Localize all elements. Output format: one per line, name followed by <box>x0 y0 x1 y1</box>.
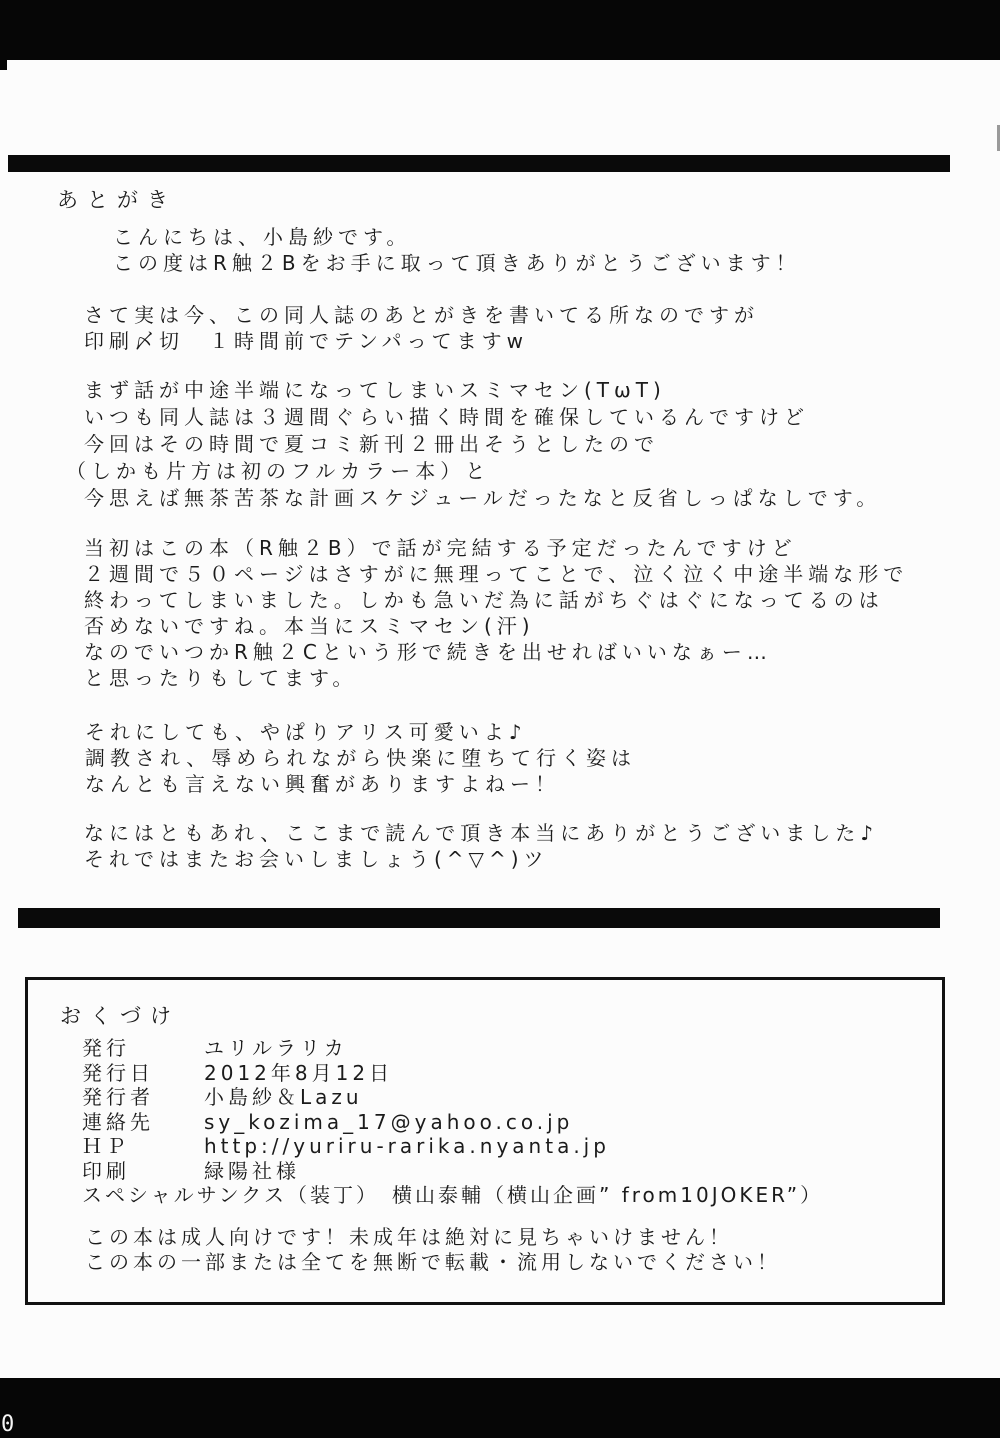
special-thanks-line: スペシャルサンクス（装丁） 横山泰輔（横山企画” from10JOKER”） <box>82 1183 824 1207</box>
text-line: 当初はこの本（R触２B）で話が完結する予定だったんですけど <box>84 536 797 560</box>
text-line: と思ったりもしてます。 <box>84 666 358 690</box>
colophon-box <box>25 977 945 1305</box>
colophon-row <box>82 1036 610 1061</box>
text-line: まず話が中途半端になってしまいスミマセン(TωT) <box>84 378 666 402</box>
notice-line: この本は成人向けです！未成年は絶対に見ちゃいけません！ <box>85 1225 733 1249</box>
colophon-row-label: ＨＰ <box>82 1134 130 1158</box>
colophon-row <box>82 1061 610 1086</box>
text-line: いつも同人誌は３週間ぐらい描く時間を確保しているんですけど <box>84 405 809 429</box>
colophon-row-value: http://yuriru-rarika.nyanta.jp <box>204 1134 610 1158</box>
text-line: さて実は今、この同人誌のあとがきを書いてる所なのですが <box>84 303 759 327</box>
afterword-paragraph <box>85 719 636 797</box>
notice-line: この本の一部または全てを無断で転載・流用しないでください！ <box>85 1250 781 1274</box>
colophon-row-value: 2012年8月12日 <box>204 1060 394 1085</box>
colophon-row <box>82 1110 610 1135</box>
divider-bar-upper <box>8 155 950 172</box>
colophon-row-value: 小島紗＆Lazu <box>204 1085 363 1109</box>
afterword-paragraph <box>84 302 759 354</box>
text-line: 否めないですね。本当にスミマセン(汗) <box>84 614 535 638</box>
text-line: なんとも言えない興奮がありますよねー！ <box>85 772 560 796</box>
colophon-row <box>82 1134 610 1159</box>
colophon-notices <box>85 1225 781 1275</box>
colophon-row-label: 連絡先 <box>82 1109 154 1134</box>
afterword-paragraph <box>84 820 878 872</box>
text-line: それにしても、やぱりアリス可愛いよ♪ <box>85 720 527 744</box>
text-line: 今思えば無茶苦茶な計画スケジュールだったなと反省しっぱなしです。 <box>84 486 882 510</box>
text-line: それではまたお会いしましょう(^▽^)ツ <box>84 847 549 871</box>
bottom-black-bar <box>0 1378 1000 1438</box>
colophon-title: おくづけ <box>60 1004 180 1028</box>
text-line: なにはともあれ、ここまで読んで頂き本当にありがとうございました♪ <box>84 821 878 845</box>
afterword-paragraph <box>84 535 908 691</box>
colophon-rows <box>82 1036 610 1183</box>
text-line: こんにちは、小島紗です。 <box>113 225 412 249</box>
colophon-row-value: sy_kozima_17@yahoo.co.jp <box>204 1109 574 1134</box>
page-number: 0 <box>1 1412 15 1437</box>
afterword-title: あとがき <box>57 188 177 212</box>
colophon-row-label: 発行 <box>82 1036 130 1060</box>
text-line: 印刷〆切 １時間前でテンパってますw <box>84 329 528 353</box>
afterword-paragraph <box>66 377 882 512</box>
top-bar-left-nub <box>0 58 7 70</box>
colophon-row-label: 印刷 <box>82 1158 130 1183</box>
text-line: （しかも片方は初のフルカラー本）と <box>66 459 491 483</box>
text-line: ２週間で５０ページはさすがに無理ってことで、泣く泣く中途半端な形で <box>84 562 909 586</box>
colophon-row-label: 発行日 <box>82 1060 154 1085</box>
text-line: なのでいつかR触２Cという形で続きを出せればいいなぁー… <box>84 640 772 664</box>
colophon-row-value: ユリルラリカ <box>204 1036 348 1060</box>
top-black-bar <box>0 0 1000 60</box>
colophon-row <box>82 1085 610 1110</box>
text-line: 今回はその時間で夏コミ新刊２冊出そうとしたので <box>84 432 659 456</box>
colophon-row-value: 緑陽社様 <box>204 1158 300 1183</box>
divider-bar-lower <box>18 908 940 928</box>
afterword-paragraph <box>113 224 801 276</box>
text-line: 調教され、辱められながら快楽に堕ちて行く姿は <box>85 746 636 770</box>
colophon-row-label: 発行者 <box>82 1085 154 1109</box>
text-line: 終わってしまいました。しかも急いだ為に話がちぐはぐになってるのは <box>84 588 884 612</box>
text-line: この度はR触２Bをお手に取って頂きありがとうございます！ <box>113 251 801 275</box>
